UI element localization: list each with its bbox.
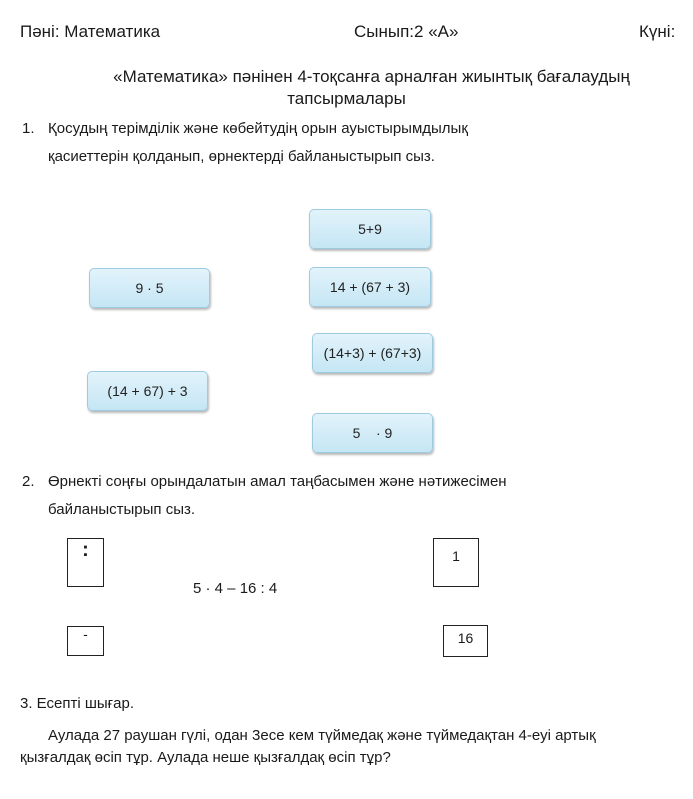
task-2-line-2: байланыстырып сыз.	[48, 501, 196, 518]
card-right-2[interactable]: 14 + (67 + 3)	[309, 267, 431, 307]
card-right-1[interactable]: 5+9	[309, 209, 431, 249]
date-label: Күні:	[639, 22, 676, 41]
doc-title-line-1: «Математика» пәнінен 4-тоқсанға арналған жиынтық бағалаудың	[113, 67, 630, 86]
task-2-number: 2.	[22, 473, 35, 490]
card-right-3[interactable]: (14+3) + (67+3)	[312, 333, 433, 373]
doc-title-line-2: тапсырмалары	[287, 89, 406, 108]
task-1-line-2: қасиеттерін қолданып, өрнектерді байланыстырып сыз.	[48, 148, 435, 165]
subject-label: Пәні: Математика	[20, 22, 161, 41]
sign-box-2[interactable]: -	[67, 626, 104, 656]
task-1-number: 1.	[22, 120, 35, 137]
task-3-problem-line-1: Аулада 27 раушан гүлі, одан 3есе кем түймедақ және түймедақтан 4-еуі артық	[48, 727, 596, 744]
card-left-2[interactable]: (14 + 67) + 3	[87, 371, 208, 411]
task-2-instruction	[22, 468, 672, 524]
result-box-2[interactable]: 16	[443, 625, 488, 657]
sign-box-1[interactable]: :	[67, 538, 104, 587]
task-3-problem-line-2: қызғалдақ өсіп тұр. Аулада неше қызғалдақ өсіп тұр?	[20, 749, 391, 766]
task-1-instruction	[22, 115, 672, 171]
expression: 5 · 4 – 16 : 4	[193, 580, 278, 597]
card-right-4[interactable]: 5 · 9	[312, 413, 433, 453]
task-2-line-1: Өрнекті соңғы орындалатын амал таңбасымен және нәтижесімен	[48, 473, 507, 490]
class-label: Сынып:2 «А»	[354, 22, 459, 41]
task-3-heading: 3. Есепті шығар.	[20, 695, 134, 712]
task-1-line-1: Қосудың терімділік және көбейтудің орын ауыстырымдылық	[48, 120, 468, 137]
result-box-1[interactable]: 1	[433, 538, 479, 587]
card-left-1[interactable]: 9 · 5	[89, 268, 210, 308]
